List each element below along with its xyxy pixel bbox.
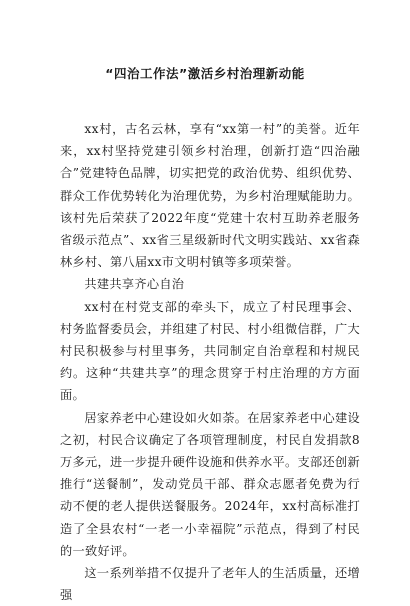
closing-paragraph: 这一系列举措不仅提升了老年人的生活质量，还增强: [60, 566, 360, 603]
elderly-care-paragraph: 居家养老中心建设如火如荼。在居家养老中心建设之初，村民合议确定了各项管理制度，村民自发捐款8万多元，进一步提升硬件设施和供养水平。支部还创新推行“送餐制”，发动党员干部、群众志愿者免费为行动不便的老人提供送餐服务。2024年，xx村高标准打造了全县农村“一老一小幸福院”示范点，得到了村民的一致好评。: [60, 410, 360, 558]
intro-paragraph: xx村，古名云林，享有“xx第一村”的美誉。近年来，xx村坚持党建引领乡村治理，创新打造“四治融合”党建特色品牌，切实把党的政治优势、组织优势、群众工作优势转化为治理优势，为乡村治理赋能助力。该村先后荣获了2022年度“党建十农村互助养老服务省级示范点”、xx省三星级新时代文明实践站、xx省森林乡村、第八届xx市文明村镇等多项荣誉。: [60, 122, 360, 270]
self-governance-paragraph: xx村在村党支部的牵头下，成立了村民理事会、村务监督委员会，并组建了村民、村小组微信群，广大村民积极参与村里事务，共同制定自治章程和村规民约。这种“共建共享”的理念贯穿于村庄治理的方方面面。: [60, 299, 360, 403]
document-body: [60, 118, 360, 606]
section-heading: 共建共享齐心自治: [84, 277, 185, 292]
document-title: “四治工作法”激活乡村治理新动能: [105, 66, 305, 81]
